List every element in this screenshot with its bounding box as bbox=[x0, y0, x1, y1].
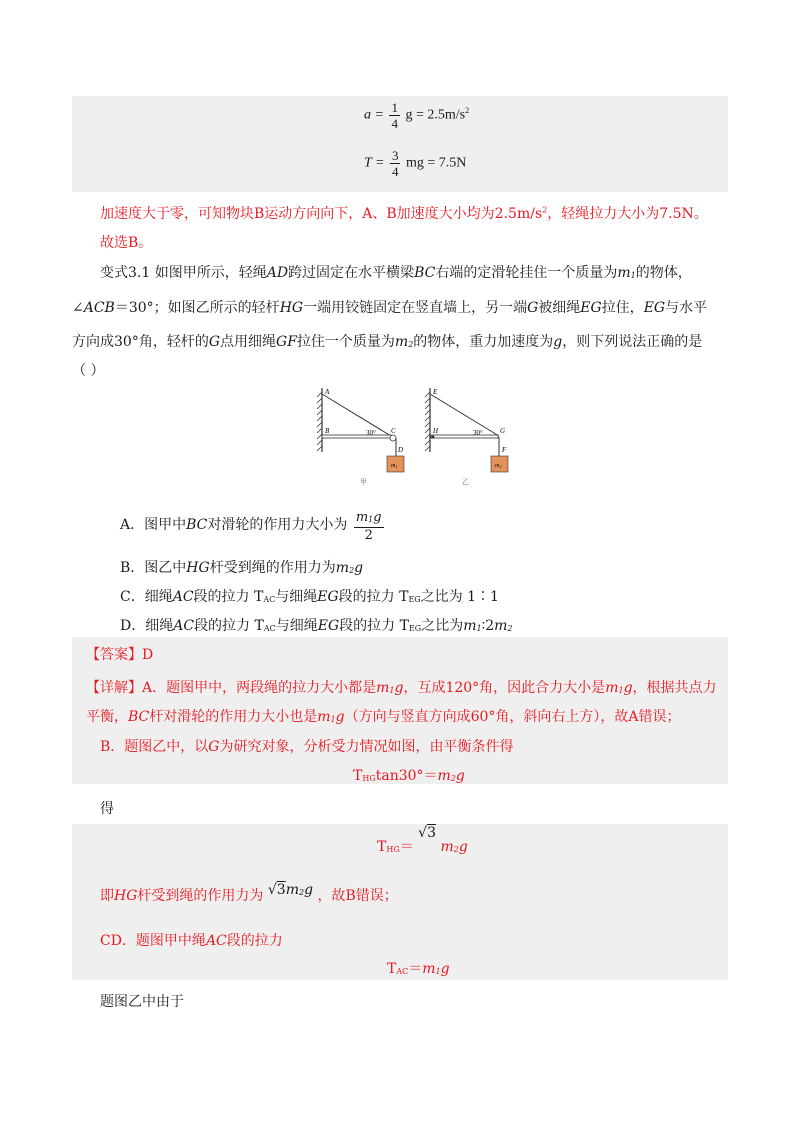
eq2-rhs: mg = 7.5N bbox=[405, 155, 467, 171]
hinge-h bbox=[432, 436, 435, 439]
q2-eg: EG bbox=[580, 300, 602, 316]
explain-l2-sub: 1 bbox=[330, 715, 336, 724]
explain-l6-a: CD．题图甲中绳 bbox=[100, 933, 206, 949]
label-e: E bbox=[433, 388, 438, 396]
eq5-g: g bbox=[440, 961, 450, 977]
eq4-root: 3 bbox=[427, 825, 437, 841]
opt-d-ac: AC bbox=[173, 618, 195, 634]
opt-c-mid3: 段的拉力 T bbox=[338, 589, 409, 605]
q3-d: 的物体，重力加速度为 bbox=[413, 334, 554, 350]
label-angle-right: 30° bbox=[473, 429, 483, 437]
eq2-lhs: T = bbox=[364, 155, 385, 171]
explain-l1-g2: g bbox=[623, 680, 633, 696]
opt-c-mid2: 与细绳 bbox=[275, 589, 318, 605]
answer-label: 【答案】 bbox=[86, 647, 142, 663]
explain-label: 【详解】 bbox=[86, 680, 142, 696]
eq4-sub: HG bbox=[386, 845, 400, 854]
q1-ad: AD bbox=[266, 265, 289, 281]
explain-l3-b: 为研究对象，分析受力情况如图，由平衡条件得 bbox=[219, 739, 514, 755]
label-g: G bbox=[500, 427, 506, 435]
q3-gf: GF bbox=[276, 334, 297, 350]
q1-bc: BC bbox=[414, 265, 436, 281]
explain-l1-m2: m bbox=[605, 680, 619, 696]
eq1-den: 4 bbox=[391, 116, 398, 131]
eq4-sqrt: √3 bbox=[418, 825, 437, 841]
equation-tension bbox=[364, 148, 466, 179]
explain-l1-m: m bbox=[376, 680, 390, 696]
opt-d-mid1: 段的拉力 T bbox=[194, 618, 264, 634]
mass-label-m2: m2 bbox=[495, 463, 502, 469]
eq5-eq: ＝ bbox=[408, 961, 423, 977]
q2-a: ∠ bbox=[72, 300, 84, 316]
label-angle-left: 30° bbox=[366, 429, 376, 437]
equation-acceleration bbox=[364, 100, 469, 131]
explain-l2-g: g bbox=[335, 709, 345, 725]
eq4-t: T bbox=[377, 839, 387, 855]
question-paren: （ ） bbox=[72, 363, 105, 379]
eq5-msub: 1 bbox=[435, 967, 441, 976]
option-c bbox=[120, 586, 499, 606]
opt-b-prefix: B．图乙中 bbox=[120, 560, 187, 576]
q3-a: 方向成30°角，轻杆的 bbox=[72, 334, 209, 350]
explain-l1-b: ，互成120°角，因此合力大小是 bbox=[403, 680, 606, 696]
explain-line-1 bbox=[86, 677, 717, 697]
wall-left-hatch bbox=[317, 392, 322, 451]
eq1-rhs: g = 2.5m/s bbox=[405, 107, 466, 123]
explain-line-2 bbox=[86, 706, 681, 726]
opt-d-prefix: D．细绳 bbox=[120, 618, 174, 634]
explain-l1-sub2: 1 bbox=[618, 686, 624, 695]
label-c: C bbox=[391, 427, 396, 435]
label-b: B bbox=[325, 427, 330, 435]
opt-d-sub1: AC bbox=[263, 624, 276, 633]
eq3-b: tan30°＝ bbox=[375, 768, 438, 784]
caption-yi: 乙 bbox=[462, 478, 469, 486]
q1-a: 变式3.1 如图甲所示，轻绳 bbox=[100, 265, 267, 281]
opt-c-eg: EG bbox=[317, 589, 339, 605]
opt-d-m2: m bbox=[494, 618, 508, 634]
explain-l6-ac: AC bbox=[205, 933, 227, 949]
explain-l3-g: G bbox=[208, 739, 220, 755]
opt-c-sub1: AC bbox=[263, 595, 276, 604]
eq1-fraction bbox=[389, 100, 400, 131]
beam-bc bbox=[322, 435, 391, 438]
option-a bbox=[120, 510, 386, 543]
physics-figure bbox=[300, 380, 540, 490]
question-line-2 bbox=[72, 297, 707, 317]
rope-ac bbox=[322, 394, 391, 436]
label-d: D bbox=[398, 446, 404, 454]
explain-l5-a: 即 bbox=[100, 888, 114, 904]
l5-root: 3 bbox=[276, 882, 286, 898]
last-line: 题图乙中由于 bbox=[100, 994, 184, 1010]
conclusion-line bbox=[100, 203, 708, 223]
opt-c-prefix: C．细绳 bbox=[120, 589, 173, 605]
q3-b: 点用细绳 bbox=[220, 334, 277, 350]
explain-l2-b: 杆对滑轮的作用力大小也是 bbox=[149, 709, 318, 725]
opt-a-mid: 对滑轮的作用力大小为 bbox=[207, 517, 348, 533]
explain-l5-hg: HG bbox=[114, 888, 138, 904]
eq3-m: m bbox=[437, 768, 451, 784]
caption-jia: 甲 bbox=[360, 478, 367, 486]
eq4-m: m bbox=[440, 839, 454, 855]
q3-c: 拉住一个质量为 bbox=[296, 334, 395, 350]
label-a: A bbox=[325, 388, 330, 396]
opt-d-end-a: 之比为 bbox=[421, 618, 464, 634]
q2-c: 一端用铰链固定在竖直墙上，另一端 bbox=[303, 300, 528, 316]
figure-jia bbox=[317, 388, 404, 486]
q3-m2: m bbox=[394, 334, 409, 350]
answer-value: D bbox=[142, 647, 154, 663]
opt-a-num: $m_1g$ bbox=[354, 510, 384, 528]
question-line-3 bbox=[72, 331, 702, 351]
opt-b-mid: 杆受到绳的作用力为 bbox=[209, 560, 336, 576]
q1-m1-sub: 1 bbox=[630, 271, 636, 280]
eq1-num: 1 bbox=[391, 100, 398, 115]
explain-line-3 bbox=[100, 736, 513, 756]
q2-f: 与水平 bbox=[665, 300, 708, 316]
figure-yi bbox=[425, 388, 508, 486]
explain-l2-c: （方向与竖直方向成60°角，斜向右上方），故A错误； bbox=[344, 709, 681, 725]
opt-c-mid1: 段的拉力 T bbox=[193, 589, 264, 605]
explain-l1-a: A．题图甲中，两段绳的拉力大小都是 bbox=[142, 680, 377, 696]
explain-l5-b: 杆受到绳的作用力为 bbox=[137, 888, 264, 904]
q2-d: 被细绳 bbox=[538, 300, 581, 316]
opt-d-mid2: 与细绳 bbox=[275, 618, 318, 634]
explain-l1-sub: 1 bbox=[389, 686, 395, 695]
opt-c-end: 之比为 1∶1 bbox=[420, 589, 499, 605]
opt-b-m: m bbox=[335, 560, 349, 576]
opt-d-end-b: ∶2 bbox=[481, 618, 495, 634]
eq2-num: 3 bbox=[391, 148, 399, 163]
opt-d-sub-m2: 2 bbox=[507, 624, 513, 633]
opt-a-den: 2 bbox=[364, 528, 373, 543]
opt-b-hg: HG bbox=[186, 560, 210, 576]
equation-thg-tan bbox=[353, 765, 465, 785]
opt-a-bc: BC bbox=[186, 517, 208, 533]
eq2-den: 4 bbox=[391, 164, 399, 179]
eq3-sub: HG bbox=[362, 774, 376, 783]
q2-b: ＝30°；如图乙所示的轻杆 bbox=[114, 300, 280, 316]
eq3-g: g bbox=[455, 768, 465, 784]
q1-d: 的物体， bbox=[635, 265, 692, 281]
choose-b-line: 故选B。 bbox=[100, 235, 153, 251]
opt-c-sub2: EG bbox=[408, 595, 421, 604]
question-line-1 bbox=[100, 262, 692, 282]
explain-l2-a: 平衡， bbox=[86, 709, 128, 725]
explain-l2-m: m bbox=[317, 709, 331, 725]
opt-d-sub2: EG bbox=[408, 624, 422, 633]
equation-thg-value bbox=[377, 825, 468, 856]
l5-msub: 2 bbox=[298, 888, 305, 897]
explain-l3-a: B．题图乙中，以 bbox=[100, 739, 209, 755]
l5-m: m bbox=[285, 882, 299, 898]
conclusion-text-1: 加速度大于零，可知物块B运动方向向下，A、B加速度大小均为2.5m/s bbox=[100, 206, 543, 222]
q2-g: G bbox=[527, 300, 539, 316]
option-b bbox=[120, 557, 363, 577]
q2-e: 拉住， bbox=[601, 300, 644, 316]
opt-b-sub: 2 bbox=[348, 566, 355, 575]
explain-line-5 bbox=[100, 882, 398, 905]
explain-l2-bc: BC bbox=[128, 709, 150, 725]
q3-g: G bbox=[208, 334, 221, 350]
q1-c: 右端的定滑轮挂住一个质量为 bbox=[435, 265, 618, 281]
explain-l6-b: 段的拉力 bbox=[226, 933, 283, 949]
eq2-fraction bbox=[390, 148, 401, 179]
eq1-lhs: a = bbox=[364, 107, 384, 123]
eq5-t: T bbox=[387, 961, 397, 977]
q2-eg2: EG bbox=[643, 300, 666, 316]
explain-l5-expr: $√3m_2g$ bbox=[267, 882, 314, 898]
label-f: F bbox=[502, 446, 507, 454]
q1-b: 跨过固定在水平横梁 bbox=[288, 265, 415, 281]
opt-d-m1: m bbox=[463, 618, 477, 634]
explain-l5-c: ，故B错误； bbox=[317, 888, 398, 904]
eq1-sup: 2 bbox=[465, 106, 470, 116]
q3-gvar: g bbox=[553, 334, 563, 350]
eq4-msub: 2 bbox=[453, 845, 459, 854]
pulley-c bbox=[390, 435, 396, 441]
rod-hg bbox=[431, 435, 498, 438]
q3-e: ，则下列说法正确的是 bbox=[562, 334, 703, 350]
eq4-eq: ＝ bbox=[399, 839, 414, 855]
explain-l1-c: ，根据共点力 bbox=[632, 680, 717, 696]
wall-right-hatch bbox=[425, 392, 430, 451]
eq3-msub: 2 bbox=[450, 774, 456, 783]
explain-l1-g: g bbox=[394, 680, 404, 696]
conclusion-sup: 2 bbox=[542, 205, 548, 215]
de-text: 得 bbox=[100, 801, 114, 817]
l5-g: g bbox=[304, 882, 314, 898]
opt-a-fraction bbox=[354, 510, 384, 543]
opt-d-sub-m1: 1 bbox=[476, 624, 482, 633]
q2-acb: ACB bbox=[83, 300, 115, 316]
opt-d-eg: EG bbox=[317, 618, 340, 634]
q1-m1: m bbox=[617, 265, 631, 281]
opt-a-prefix: A．图甲中 bbox=[120, 517, 187, 533]
opt-b-g: g bbox=[354, 560, 364, 576]
rope-eg bbox=[430, 394, 499, 436]
conclusion-text-2: ，轻绳拉力大小为7.5N。 bbox=[547, 206, 708, 222]
eq5-sub: AC bbox=[396, 967, 409, 976]
eq5-m: m bbox=[422, 961, 436, 977]
answer-line bbox=[86, 644, 153, 664]
explain-line-6 bbox=[100, 930, 283, 950]
option-d bbox=[120, 615, 513, 635]
label-h: H bbox=[433, 427, 439, 435]
q2-hg: HG bbox=[279, 300, 304, 316]
eq3-t: T bbox=[353, 768, 363, 784]
equation-tac bbox=[387, 958, 450, 978]
q3-m2-sub: 2 bbox=[408, 340, 414, 349]
eq4-g: g bbox=[458, 839, 468, 855]
opt-d-mid3: 段的拉力 T bbox=[339, 618, 409, 634]
opt-c-ac: AC bbox=[172, 589, 194, 605]
mass-label-m1: m1 bbox=[391, 463, 398, 469]
